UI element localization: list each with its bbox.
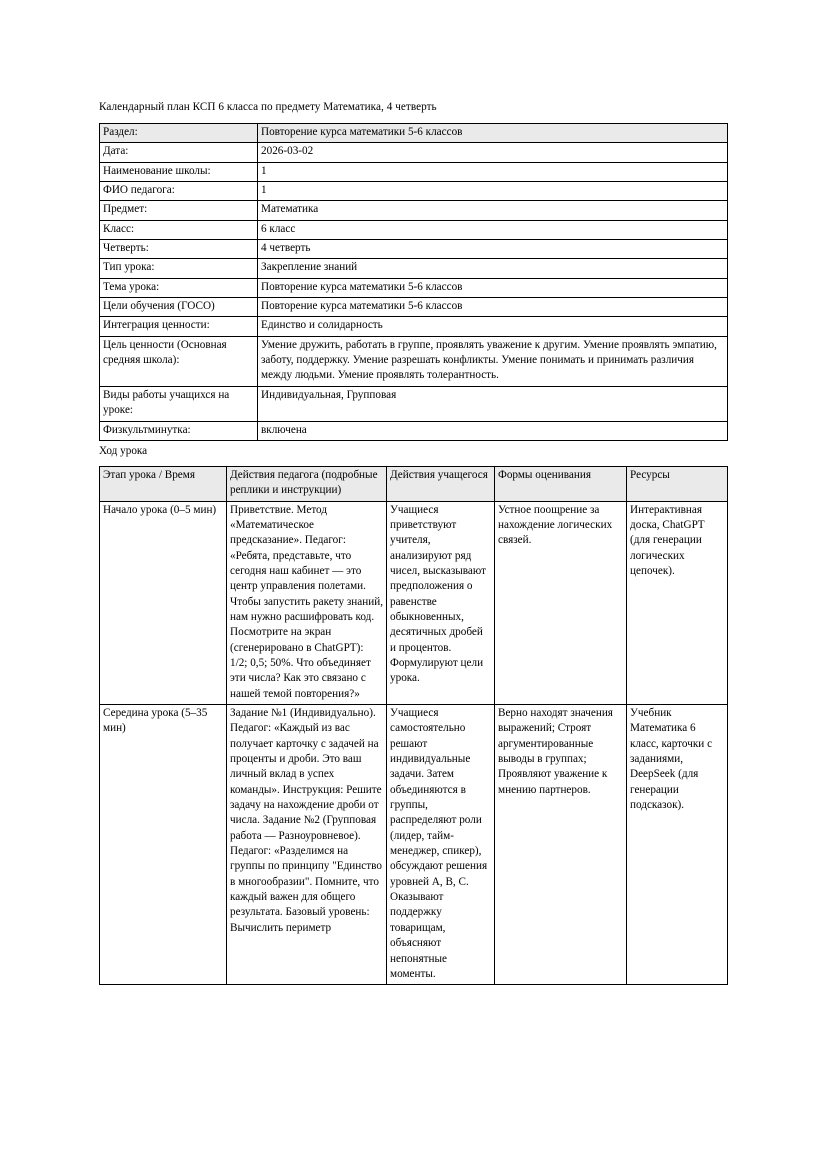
lesson-flow-clip <box>99 466 729 1052</box>
resources-cell: Интерактивная доска, ChatGPT (для генерации логических цепочек). <box>627 501 728 704</box>
column-header: Этап урока / Время <box>100 466 227 501</box>
info-row-value: Повторение курса математики 5-6 классов <box>258 298 728 317</box>
table-row <box>100 182 728 201</box>
table-header-row <box>100 466 728 501</box>
info-row-value: 2026-03-02 <box>258 143 728 162</box>
info-row-value: 4 четверть <box>258 240 728 259</box>
teacher-actions-cell: Приветствие. Метод «Математическое предсказание». Педагог: «Ребята, представьте, что сегодня наш кабинет — это центр управления полетами. Чтобы запустить ракету знаний, нам нужно расшифровать код. Посмотрите на экран (сгенерировано в ChatGPT): 1/2; 0,5; 50%. Что объединяет эти числа? Как это связано с нашей темой повторения?» <box>227 501 387 704</box>
info-row-label: Предмет: <box>100 201 258 220</box>
student-actions-cell: Учащиеся самостоятельно решают индивидуальные задачи. Затем объединяются в группы, распределяют роли (лидер, тайм-менеджер, спикер), обсуждают решения уровней А, В, С. Оказывают поддержку товарищам, объясняют непонятные моменты. <box>387 705 495 985</box>
table-row <box>100 278 728 297</box>
lesson-flow-head <box>100 466 728 501</box>
info-row-value: Повторение курса математики 5-6 классов <box>258 278 728 297</box>
info-row-label: Цели обучения (ГОСО) <box>100 298 258 317</box>
table-row <box>100 143 728 162</box>
table-row <box>100 336 728 386</box>
info-row-label: Цель ценности (Основная средняя школа): <box>100 336 258 386</box>
table-row <box>100 259 728 278</box>
stage-cell: Середина урока (5–35 мин) <box>100 705 227 985</box>
table-row <box>100 421 728 440</box>
info-row-label: Интеграция ценности: <box>100 317 258 336</box>
info-row-label: Дата: <box>100 143 258 162</box>
info-row-value: Закрепление знаний <box>258 259 728 278</box>
lesson-flow-table <box>99 466 728 985</box>
info-row-value: 1 <box>258 162 728 181</box>
table-row <box>100 124 728 143</box>
lesson-info-table <box>99 123 728 441</box>
info-row-label: Тип урока: <box>100 259 258 278</box>
info-row-label: ФИО педагога: <box>100 182 258 201</box>
section-caption: Ход урока <box>99 444 148 457</box>
table-row <box>100 705 728 985</box>
stage-cell: Начало урока (0–5 мин) <box>100 501 227 704</box>
info-row-label: Виды работы учащихся на уроке: <box>100 386 258 421</box>
assessment-cell: Устное поощрение за нахождение логических связей. <box>495 501 627 704</box>
info-row-label: Раздел: <box>100 124 258 143</box>
info-row-label: Класс: <box>100 220 258 239</box>
table-row <box>100 201 728 220</box>
info-row-value: Повторение курса математики 5-6 классов <box>258 124 728 143</box>
info-row-value: Математика <box>258 201 728 220</box>
assessment-cell: Верно находят значения выражений; Строят аргументированные выводы в группах; Проявляют уважение к мнению партнеров. <box>495 705 627 985</box>
table-row <box>100 240 728 259</box>
column-header: Ресурсы <box>627 466 728 501</box>
resources-cell: Учебник Математика 6 класс, карточки с заданиями, DeepSeek (для генерации подсказок). <box>627 705 728 985</box>
info-row-label: Физкультминутка: <box>100 421 258 440</box>
info-row-label: Четверть: <box>100 240 258 259</box>
info-row-value: Индивидуальная, Групповая <box>258 386 728 421</box>
lesson-flow-body <box>100 501 728 985</box>
table-row <box>100 220 728 239</box>
lesson-info-body <box>100 124 728 441</box>
info-row-value: Единство и солидарность <box>258 317 728 336</box>
info-row-label: Наименование школы: <box>100 162 258 181</box>
table-row <box>100 386 728 421</box>
page-title: Календарный план КСП 6 класса по предмету Математика, 4 четверть <box>99 101 437 113</box>
table-row <box>100 162 728 181</box>
info-row-value: 6 класс <box>258 220 728 239</box>
column-header: Формы оценивания <box>495 466 627 501</box>
table-row <box>100 298 728 317</box>
table-row <box>100 317 728 336</box>
info-row-label: Тема урока: <box>100 278 258 297</box>
table-row <box>100 501 728 704</box>
teacher-actions-cell: Задание №1 (Индивидуально). Педагог: «Каждый из вас получает карточку с задачей на проценты и дроби. Это ваш личный вклад в успех команды». Инструкция: Решите задачу на нахождение дроби от числа. Задание №2 (Групповая работа — Разноуровневое). Педагог: «Разделимся на группы по принципу "Единство в многообразии". Помните, что каждый важен для общего результата. Базовый уровень: Вычислить периметр <box>227 705 387 985</box>
info-row-value: 1 <box>258 182 728 201</box>
info-row-value: включена <box>258 421 728 440</box>
column-header: Действия педагога (подробные реплики и инструкции) <box>227 466 387 501</box>
column-header: Действия учащегося <box>387 466 495 501</box>
student-actions-cell: Учащиеся приветствуют учителя, анализируют ряд чисел, высказывают предположения о равенстве обыкновенных, десятичных дробей и процентов. Формулируют цели урока. <box>387 501 495 704</box>
info-row-value: Умение дружить, работать в группе, проявлять уважение к другим. Умение проявлять эмпатию, заботу, поддержку. Умение разрешать конфликты. Умение понимать и принимать различия между людьми. Умение проявлять толерантность. <box>258 336 728 386</box>
